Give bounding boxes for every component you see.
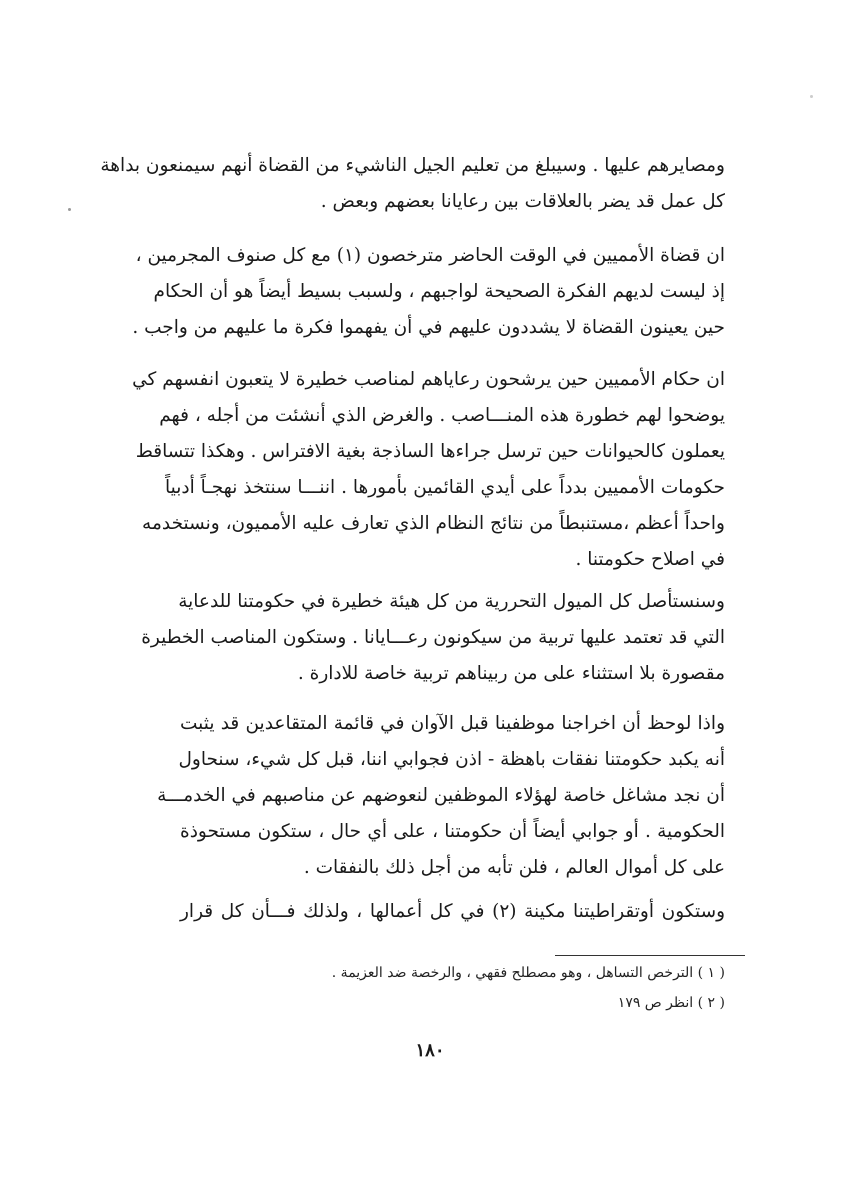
text-line: وسنستأصل كل الميول التحررية من كل هيئة خطيرة في حكومتنا للدعاية: [178, 591, 725, 612]
footnotes: [250, 958, 725, 1018]
text-line: يعملون كالحيوانات حين ترسل جراءها الساذجة بغية الافتراس . وهكذا تتساقط: [135, 441, 725, 462]
text-line: وستكون أوتقراطيتنا مكينة (٢) في كل أعمالها ، ولذلك فـــأن كل قرار: [180, 901, 726, 922]
text-line: حكومات الأمميين بدداً على أيدي القائمين بأمورها . اننـــا سنتخذ نهجـاً أدبياً: [165, 477, 725, 498]
paragraph-3: [132, 362, 725, 578]
paragraph-4: [141, 584, 725, 692]
scan-speck: [810, 95, 813, 98]
text-line: مقصورة بلا استثناء على من ربيناهم تربية خاصة للادارة .: [297, 663, 725, 684]
text-line: في اصلاح حكومتنا .: [575, 549, 725, 570]
text-line: ان قضاة الأمميين في الوقت الحاضر مترخصون (١) مع كل صنوف المجرمين ،: [135, 245, 725, 266]
text-line: ومصايرهم عليها . وسيبلغ من تعليم الجيل الناشيء من القضاة أنهم سيمنعون بداهة: [100, 155, 725, 176]
footnote-1: ( ١ ) الترخص التساهل ، وهو مصطلح فقهي ، والرخصة ضد العزيمة .: [331, 965, 725, 981]
text-line: التي قد تعتمد عليها تربية من سيكونون رعـــايانا . وستكون المناصب الخطيرة: [141, 627, 725, 648]
footnote-2: ( ٢ ) انظر ص ١٧٩: [617, 995, 725, 1011]
text-line: واحداً أعظم ،مستنبطاً من نتائج النظام الذي تعارف عليه الأمميون، ونستخدمه: [142, 513, 725, 534]
page-number: ١٨٠: [415, 1040, 445, 1061]
text-line: كل عمل قد يضر بالعلاقات بين رعايانا بعضهم وبعض .: [320, 191, 725, 212]
text-line: الحكومية . أو جوابي أيضاً أن حكومتنا ، على أي حال ، ستكون مستحوذة: [180, 821, 725, 842]
text-line: إذ ليست لديهم الفكرة الصحيحة لواجبهم ، ولسبب بسيط أيضاً هو أن الحكام: [153, 281, 725, 302]
text-line: أنه يكبد حكومتنا نفقات باهظة - اذن فجوابي اننا، قبل كل شيء، سنحاول: [178, 749, 725, 770]
text-line: يوضحوا لهم خطورة هذه المنـــاصب . والغرض الذي أنشئت من أجله ، فهم: [159, 405, 725, 426]
text-line: على كل أموال العالم ، فلن تأبه من أجل ذلك بالنفقات .: [303, 857, 725, 878]
paragraph-2: [132, 238, 725, 346]
paragraph-6: [180, 894, 725, 930]
paragraph-5: [157, 706, 725, 886]
text-line: أن نجد مشاغل خاصة لهؤلاء الموظفين لنعوضهم عن مناصبهم في الخدمـــة: [157, 785, 725, 806]
scan-speck: [68, 208, 71, 211]
paragraph-1: [100, 148, 725, 220]
footnote-divider: [555, 955, 745, 956]
text-line: ان حكام الأمميين حين يرشحون رعاياهم لمناصب خطيرة لا يتعبون انفسهم كي: [132, 369, 725, 390]
text-line: حين يعينون القضاة لا يشددون عليهم في أن يفهموا فكرة ما عليهم من واجب .: [132, 317, 725, 338]
text-line: واذا لوحظ أن اخراجنا موظفينا قبل الآوان في قائمة المتقاعدين قد يثبت: [180, 713, 725, 734]
